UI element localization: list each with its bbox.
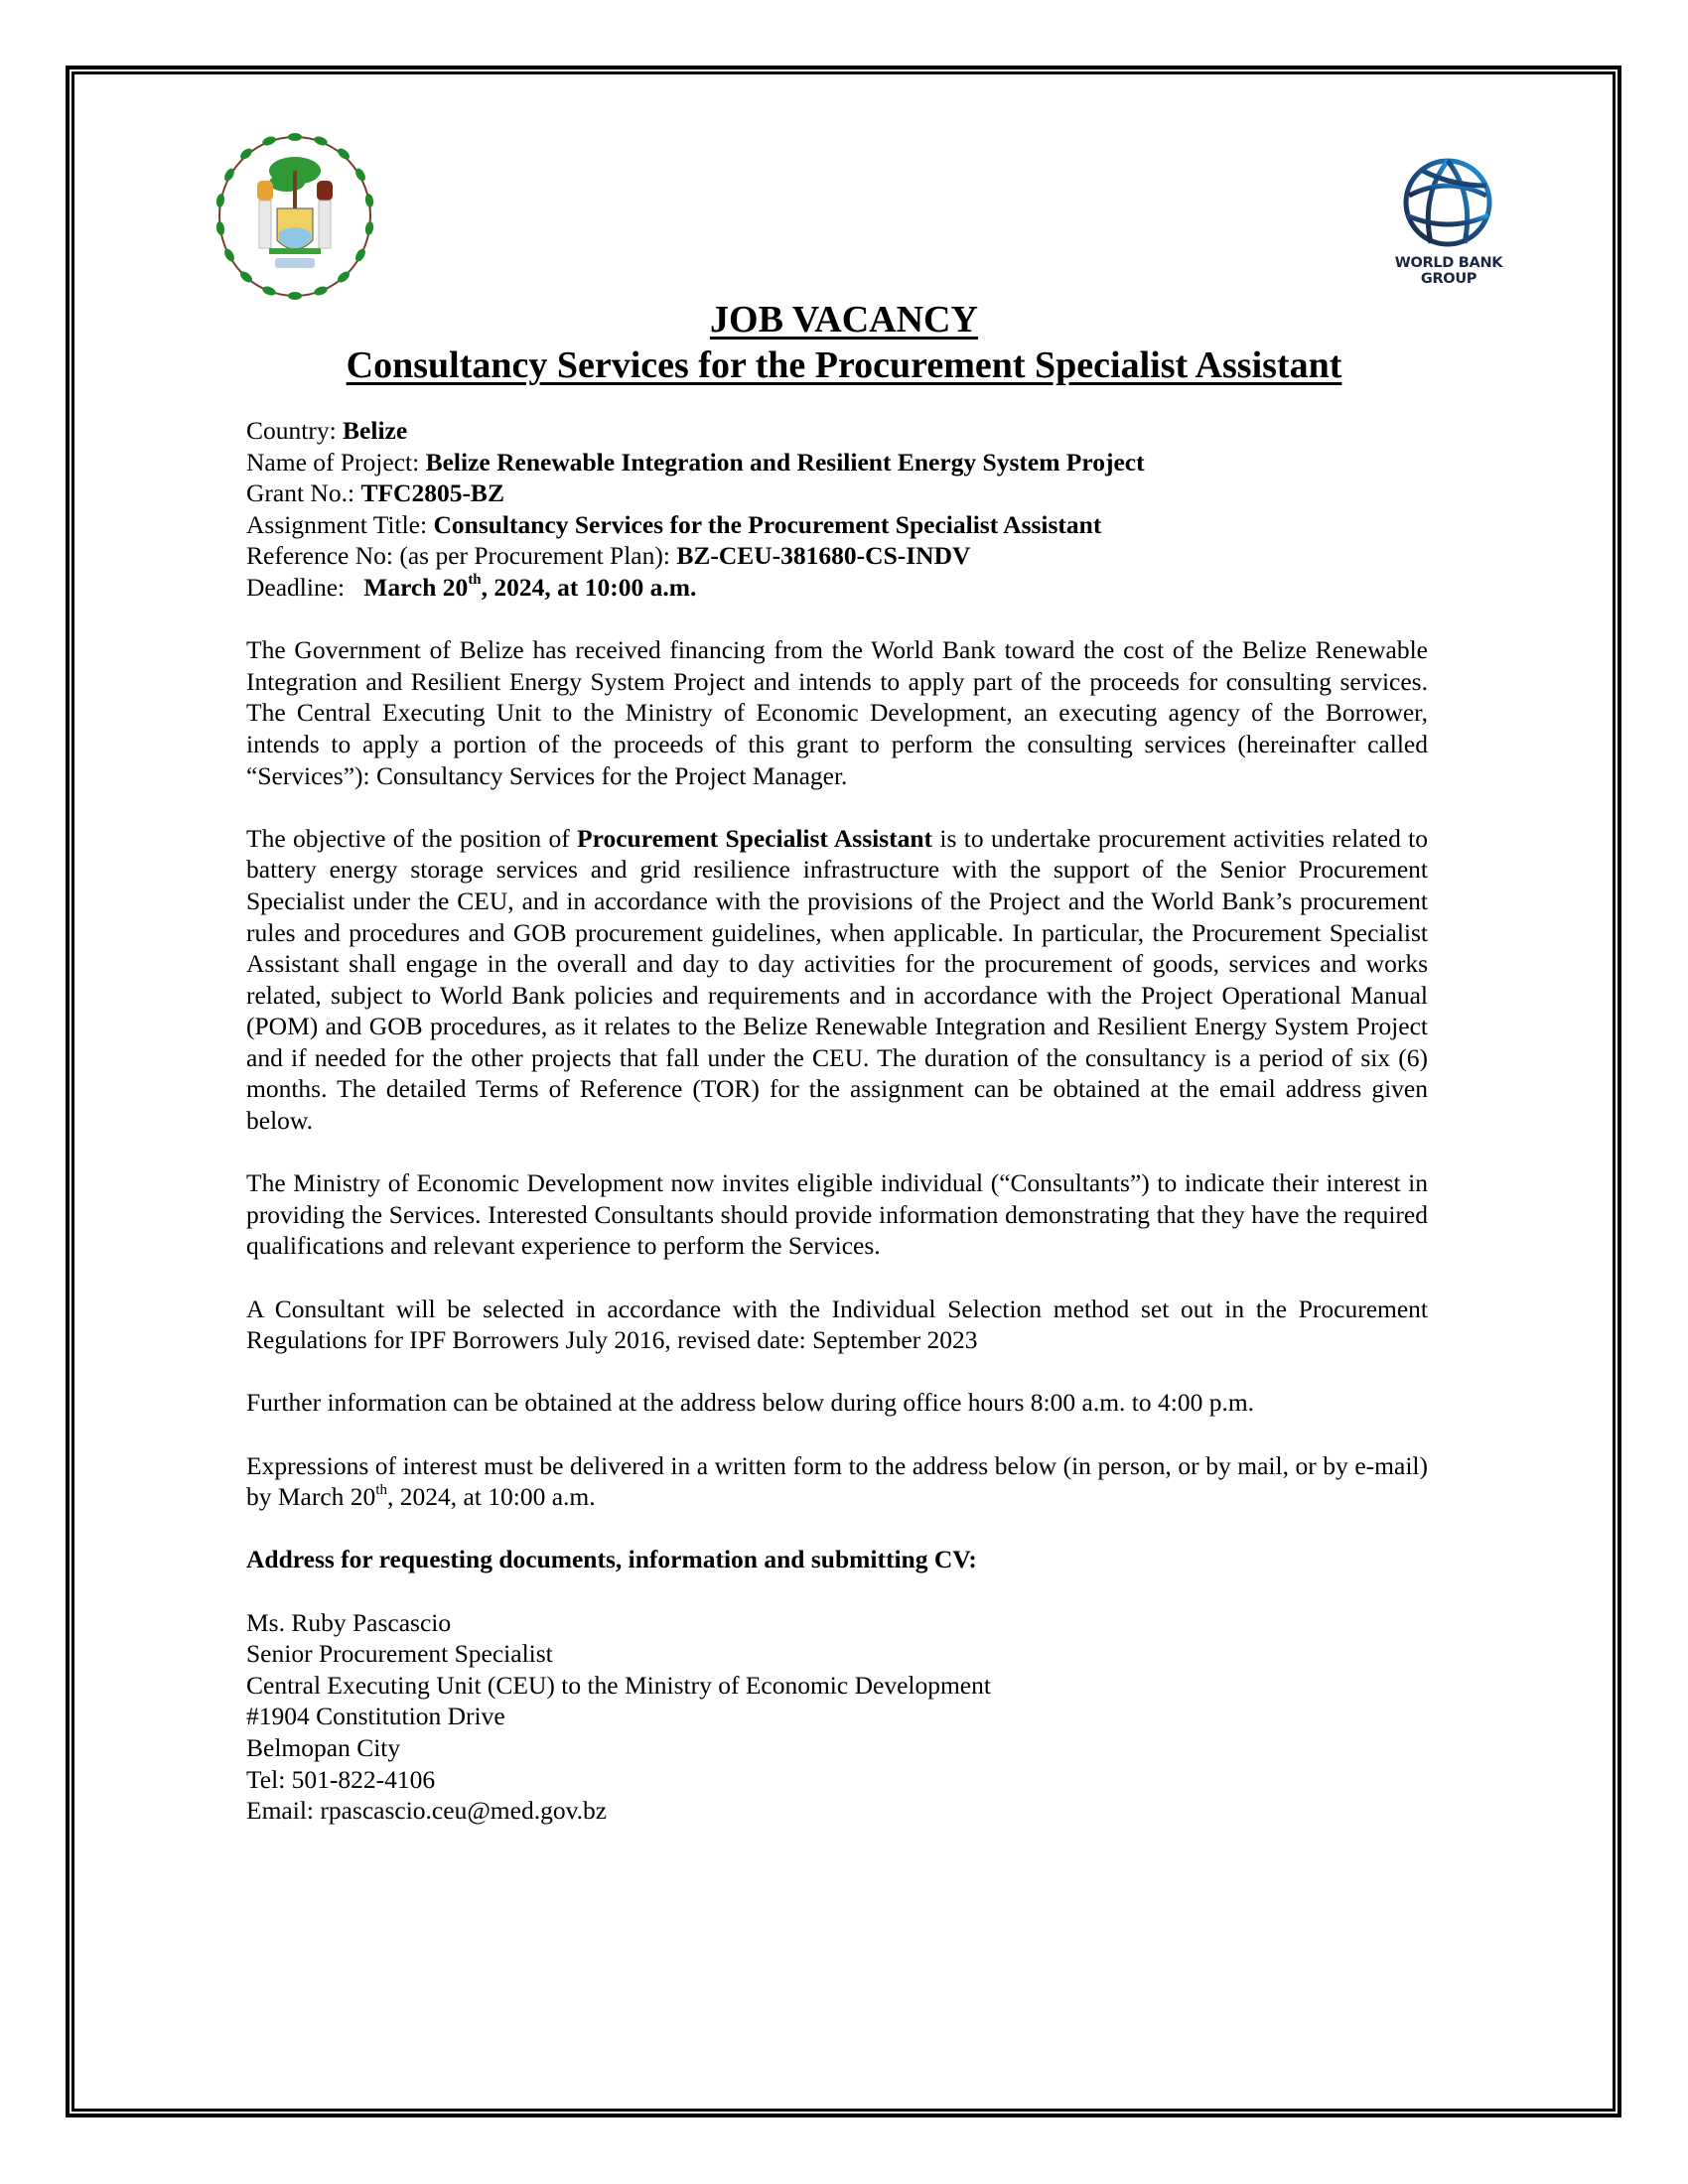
belize-coat-of-arms-logo	[210, 131, 380, 302]
contact-street: #1904 Constitution Drive	[246, 1702, 505, 1731]
detail-grant-no: Grant No.: TFC2805-BZ	[246, 478, 504, 508]
paragraph-invitation: The Ministry of Economic Development now invites eligible individual (“Consultants”) to indicate their interest in providing the Services. Interested Consultants should provide information demonstrating that they have the required qualifications and relevant experience to perform the Services.	[246, 1168, 1428, 1261]
contact-name: Ms. Ruby Pascascio	[246, 1607, 452, 1637]
paragraph-objective: The objective of the position of Procurement Specialist Assistant is to undertake procurement activities related to battery energy storage services and grid resilience infrastructure with the support of the Senior Procurement Specialist under the CEU, and in accordance with the provisions of the Project and the World Bank’s procurement rules and procedures and GOB procurement guidelines, when applicable. In particular, the Procurement Specialist Assistant shall engage in the overall and day to day activities for the procurement of goods, services and works related, subject to World Bank policies and requirements and in accordance with the Project Operational Manual (POM) and GOB procedures, as it relates to the Belize Renewable Integration and Resilient Energy System Project and if needed for the other projects that fall under the CEU. The duration of the consultancy is a period of six (6) months. The detailed Terms of Reference (TOR) for the assignment can be obtained at the email address given below.	[246, 823, 1429, 1136]
globe-icon	[1401, 156, 1494, 249]
paragraph-submission: Expressions of interest must be delivered in a written form to the address below (in person, or by mail, or by e-mail) by March 20th, 2024, at 10:00 a.m.	[246, 1450, 1428, 1512]
contact-email[interactable]: Email: rpascascio.ceu@med.gov.bz	[246, 1796, 608, 1826]
coat-of-arms-icon	[210, 131, 380, 302]
wordmark-line-1: WORLD BANK	[1394, 255, 1503, 271]
page-subtitle: Consultancy Services for the Procurement Specialist Assistant	[346, 344, 1342, 386]
world-bank-group-logo	[1385, 154, 1512, 293]
page-title: JOB VACANCY	[710, 299, 978, 341]
detail-deadline: Deadline: March 20th, 2024, at 10:00 a.m.	[246, 572, 697, 602]
address-block	[246, 1607, 1428, 1827]
world-bank-group-wordmark	[1385, 255, 1512, 287]
details-block	[246, 415, 1428, 604]
address-heading: Address for requesting documents, information and submitting CV:	[246, 1545, 977, 1574]
detail-assignment-title: Assignment Title: Consultancy Services for the Procurement Specialist Assistant	[246, 509, 1102, 539]
document-body	[246, 415, 1428, 1857]
contact-phone: Tel: 501-822-4106	[246, 1764, 436, 1794]
contact-city: Belmopan City	[246, 1732, 401, 1762]
contact-title: Senior Procurement Specialist	[246, 1639, 553, 1669]
contact-organization: Central Executing Unit (CEU) to the Ministry of Economic Development	[246, 1670, 991, 1700]
paragraph-selection-method: A Consultant will be selected in accordance with the Individual Selection method set out in the Procurement Regulations for IPF Borrowers July 2016, revised date: September 2023	[246, 1294, 1428, 1355]
paragraph-financing: The Government of Belize has received financing from the World Bank toward the cost of the Belize Renewable Integration and Resilient Energy System Project and intends to apply part of the proceeds for consulting services. The Central Executing Unit to the Ministry of Economic Development, an executing agency of the Borrower, intends to apply a portion of the proceeds of this grant to perform the consulting services (hereinafter called “Services”): Consultancy Services for the Project Manager.	[246, 635, 1428, 790]
detail-country: Country: Belize	[246, 416, 408, 445]
detail-reference-no: Reference No: (as per Procurement Plan): BZ-CEU-381680-CS-INDV	[246, 541, 971, 571]
wordmark-line-2: GROUP	[1420, 271, 1477, 287]
paragraph-office-hours: Further information can be obtained at the address below during office hours 8:00 a.m. to 4:00 p.m.	[246, 1388, 1255, 1418]
detail-project-name: Name of Project: Belize Renewable Integration and Resilient Energy System Project	[246, 447, 1145, 477]
